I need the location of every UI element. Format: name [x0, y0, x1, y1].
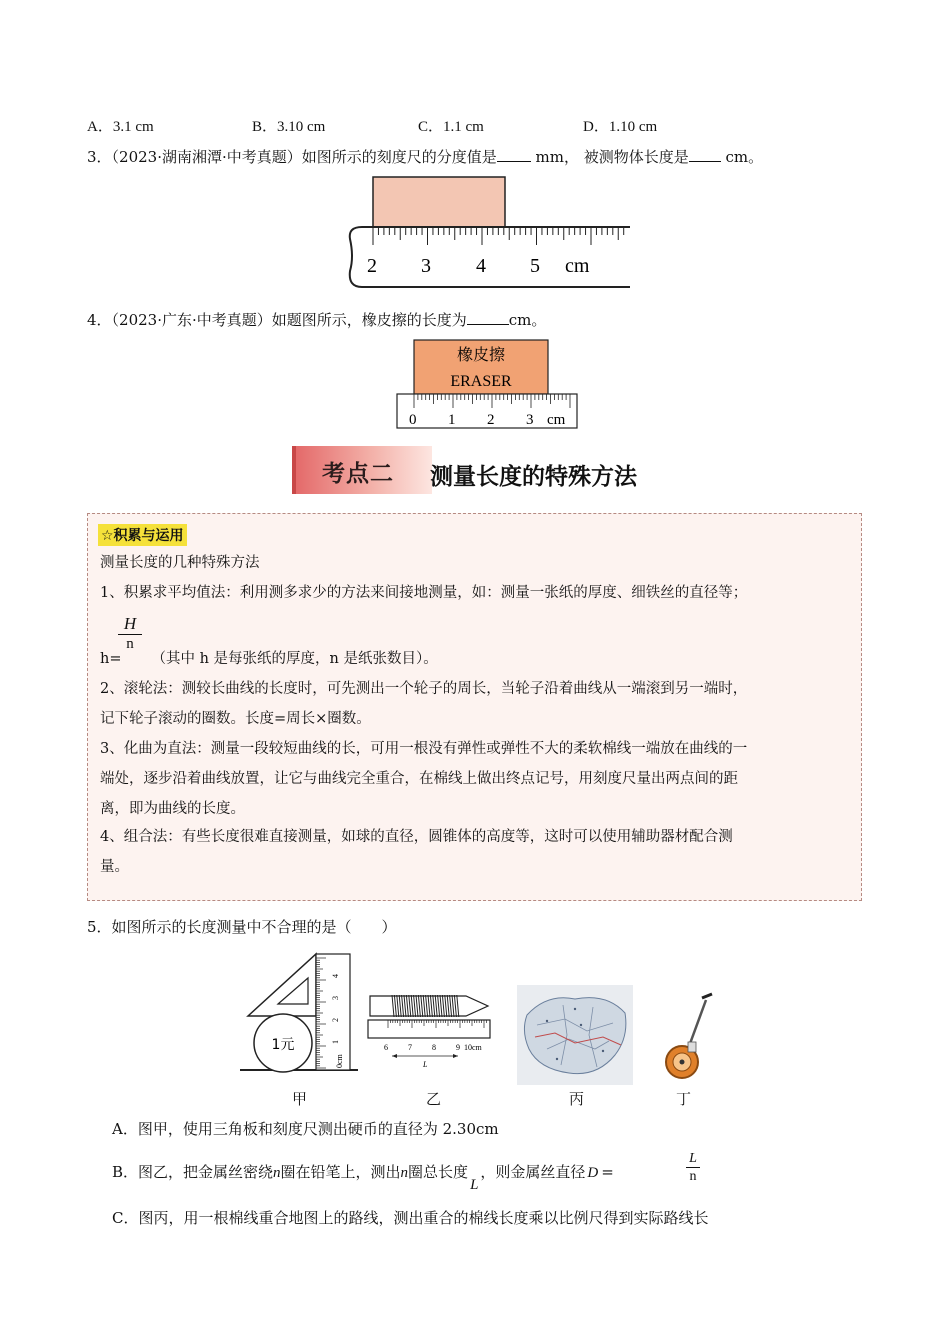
q4-prefix: 4．（2023·广东·中考真题）如题图所示，橡皮擦的长度为: [87, 311, 467, 329]
box-item-1b: [100, 644, 852, 674]
svg-text:0cm: 0cm: [335, 1054, 344, 1068]
fig-label-bing: 丙: [569, 1090, 585, 1108]
opt-b-frac-den: n: [689, 1169, 697, 1184]
opt-b-frac-num: L: [686, 1150, 700, 1168]
frac-denominator: n: [126, 636, 134, 652]
fig-label-ding: 丁: [676, 1090, 692, 1108]
box-intro: 测量长度的几种特殊方法: [100, 555, 260, 571]
box-item-2a: 2、滚轮法：测较长曲线的长度时，可先测出一个轮子的周长，当轮子沿着曲线从一端滚到另一端时，: [100, 681, 748, 697]
q5-option-b: [112, 1161, 614, 1193]
section-badge-text: 考点二: [322, 461, 394, 487]
option-c: C．1.1 cm: [418, 119, 484, 135]
h-eq: h=: [100, 651, 122, 667]
svg-text:10cm: 10cm: [464, 1043, 482, 1052]
box-item-4a: 4、组合法：有些长度很难直接测量，如球的直径，圆锥体的高度等，这时可以使用辅助器材配合测: [100, 829, 733, 845]
q3-tick-2: 2: [367, 255, 377, 277]
q3-tick-3: 3: [421, 255, 431, 277]
svg-text:4: 4: [331, 974, 340, 978]
opt-b-n2: n: [400, 1165, 409, 1181]
q3-suffix: cm。: [720, 148, 764, 166]
fig-jia: [238, 950, 360, 1075]
q4-tick-3: 3: [526, 412, 534, 428]
opt-b-n1: n: [273, 1165, 281, 1181]
q5-option-a: A．图甲，使用三角板和刻度尺测出硬币的直径为 2.30cm: [112, 1120, 499, 1138]
box-item-1: 1、积累求平均值法：利用测多求少的方法来间接地测量，如：测量一张纸的厚度、细铁丝的直径等；: [100, 585, 748, 601]
q4-tick-unit: cm: [547, 412, 566, 428]
q3-tick-unit: cm: [565, 255, 590, 277]
q3-mid: mm， 被测物体长度是: [530, 148, 689, 166]
section-title: 测量长度的特殊方法: [430, 464, 637, 490]
svg-text:7: 7: [408, 1043, 412, 1052]
fig-bing-map: [517, 985, 633, 1085]
q4-tick-1: 1: [448, 412, 456, 428]
q3-prefix: 3．（2023·湖南湘潭·中考真题）如图所示的刻度尺的分度值是: [87, 148, 497, 166]
q4-eraser-cn: 橡皮擦: [456, 345, 506, 364]
box-item-3c: 离，即为曲线的长度。: [100, 801, 245, 817]
option-a: A．3.1 cm: [87, 119, 154, 135]
q4-eraser-figure: [395, 338, 580, 430]
svg-text:L: L: [423, 1060, 428, 1069]
svg-text:3: 3: [331, 996, 340, 1000]
q3-tick-4: 4: [476, 255, 486, 277]
vertical-ruler: [316, 954, 350, 1070]
q3-ruler-figure: [340, 175, 635, 293]
box-item-3b: 端处，逐步沿着曲线放置，让它与曲线完全重合，在棉线上做出终点记号，用刻度尺量出两点间的距: [100, 771, 738, 787]
opt-b-L: L: [470, 1177, 479, 1193]
fig-ding-wheel: [662, 990, 718, 1082]
opt-b-fraction: [686, 1150, 700, 1185]
q3-measured-block: [373, 177, 505, 227]
opt-b-D: D: [587, 1165, 599, 1181]
box-item-4b: 量。: [100, 859, 129, 875]
svg-text:6: 6: [384, 1043, 388, 1052]
opt-b-text-1: B．图乙，把金属丝密绕: [112, 1163, 274, 1181]
q4-suffix: cm。: [508, 311, 547, 329]
svg-text:8: 8: [432, 1043, 436, 1052]
section-header: [292, 446, 692, 494]
section-badge: [292, 446, 432, 494]
box-tag: ☆积累与运用: [98, 524, 187, 546]
frac-numerator: H: [118, 614, 142, 635]
fig-label-jia: 甲: [292, 1090, 308, 1108]
q4-eraser-en: ERASER: [450, 373, 512, 390]
svg-text:2: 2: [331, 1018, 340, 1022]
fig-label-yi: 乙: [426, 1090, 442, 1108]
knowledge-box: [87, 513, 862, 901]
option-b: B．3.10 cm: [252, 119, 326, 135]
option-d: D．1.10 cm: [583, 119, 658, 135]
fig-yi: [366, 990, 494, 1070]
question-5: 5．如图所示的长度测量中不合理的是（ ）: [87, 918, 397, 936]
question-3: [87, 146, 763, 167]
opt-b-text-4: ，则金属丝直径: [480, 1163, 586, 1181]
q4-blank: [467, 310, 509, 325]
svg-text:1: 1: [331, 1040, 340, 1044]
opt-b-eq: =: [601, 1163, 614, 1181]
q4-tick-2: 2: [487, 412, 495, 428]
q3-blank-1: [497, 147, 531, 162]
svg-text:9: 9: [456, 1043, 460, 1052]
q4-tick-0: 0: [409, 412, 417, 428]
q3-tick-5: 5: [530, 255, 540, 277]
q5-option-c: C．图丙，用一根棉线重合地图上的路线，测出重合的棉线长度乘以比例尺得到实际路线长: [112, 1209, 709, 1227]
opt-b-text-2: 圈在铅笔上，测出: [280, 1163, 401, 1181]
q3-blank-2: [689, 147, 721, 162]
coin-label: 1元: [271, 1037, 295, 1053]
h-note: （其中 h 是每张纸的厚度，n 是纸张数目）。: [151, 651, 438, 667]
box-item-2b: 记下轮子滚动的圈数。长度=周长×圈数。: [100, 711, 371, 727]
opt-b-text-3: 圈总长度: [408, 1163, 469, 1181]
box-item-3a: 3、化曲为直法：测量一段较短曲线的长，可用一根没有弹性或弹性不大的柔软棉线一端放在曲线的一: [100, 741, 748, 757]
question-4: [87, 309, 546, 330]
